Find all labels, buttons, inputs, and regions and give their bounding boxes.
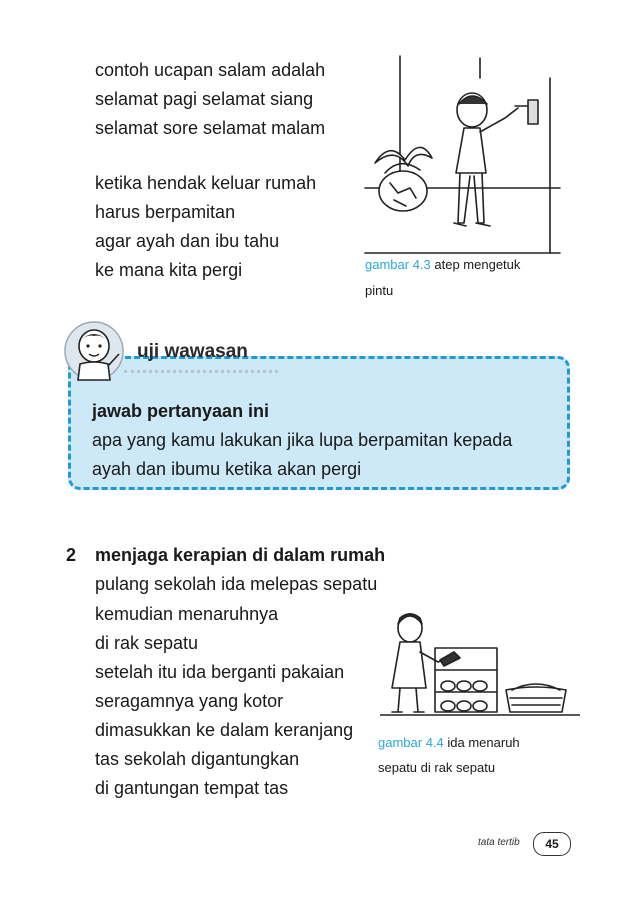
figure-4-4-text-2: sepatu di rak sepatu — [378, 760, 496, 775]
section-line-5: seragamnya yang kotor — [95, 691, 284, 711]
section-line-8: di gantungan tempat tas — [95, 778, 289, 798]
section-line-6: dimasukkan ke dalam keranjang — [95, 720, 354, 740]
intro-line-7: ke mana kita pergi — [95, 260, 243, 280]
intro-line-4: ketika hendak keluar rumah — [95, 173, 317, 193]
figure-4-3-label: gambar 4.3 — [365, 257, 431, 272]
figure-4-4-caption-line-1 — [378, 729, 520, 757]
section-line-3: di rak sepatu — [95, 633, 199, 653]
illustration-boy-knocking-door — [360, 48, 570, 258]
intro-line-3: selamat sore selamat malam — [95, 118, 326, 138]
section-number: 2 — [66, 545, 77, 565]
figure-4-3-text-1: atep mengetuk — [434, 257, 521, 272]
figure-4-3-caption-line-1 — [365, 251, 520, 279]
figure-4-3-text-2: pintu — [365, 283, 394, 298]
section-title: menjaga kerapian di dalam rumah — [95, 545, 386, 565]
quiz-question-line-1: apa yang kamu lakukan jika lupa berpamitan kepada — [92, 430, 513, 450]
section-line-1: pulang sekolah ida melepas sepatu — [95, 574, 378, 594]
title-dotted-underline — [124, 368, 278, 373]
intro-line-2: selamat pagi selamat siang — [95, 89, 314, 109]
intro-line-5: harus berpamitan — [95, 202, 236, 222]
figure-4-4-label: gambar 4.4 — [378, 735, 444, 750]
intro-line-6: agar ayah dan ibu tahu — [95, 231, 280, 251]
page-number: 45 — [533, 832, 571, 856]
quiz-question-line-2: ayah dan ibumu ketika akan pergi — [92, 459, 362, 479]
figure-4-4-text-1: ida menaruh — [447, 735, 520, 750]
quiz-title: uji wawasan — [137, 341, 248, 362]
intro-line-1: contoh ucapan salam adalah — [95, 60, 326, 80]
section-line-7: tas sekolah digantungkan — [95, 749, 300, 769]
section-line-4: setelah itu ida berganti pakaian — [95, 662, 345, 682]
quiz-heading: jawab pertanyaan ini — [92, 401, 270, 421]
footer-book-title: tata tertib — [478, 837, 520, 848]
illustration-girl-shoe-rack — [380, 600, 580, 725]
mascot-avatar — [64, 318, 124, 384]
section-line-2: kemudian menaruhnya — [95, 604, 279, 624]
